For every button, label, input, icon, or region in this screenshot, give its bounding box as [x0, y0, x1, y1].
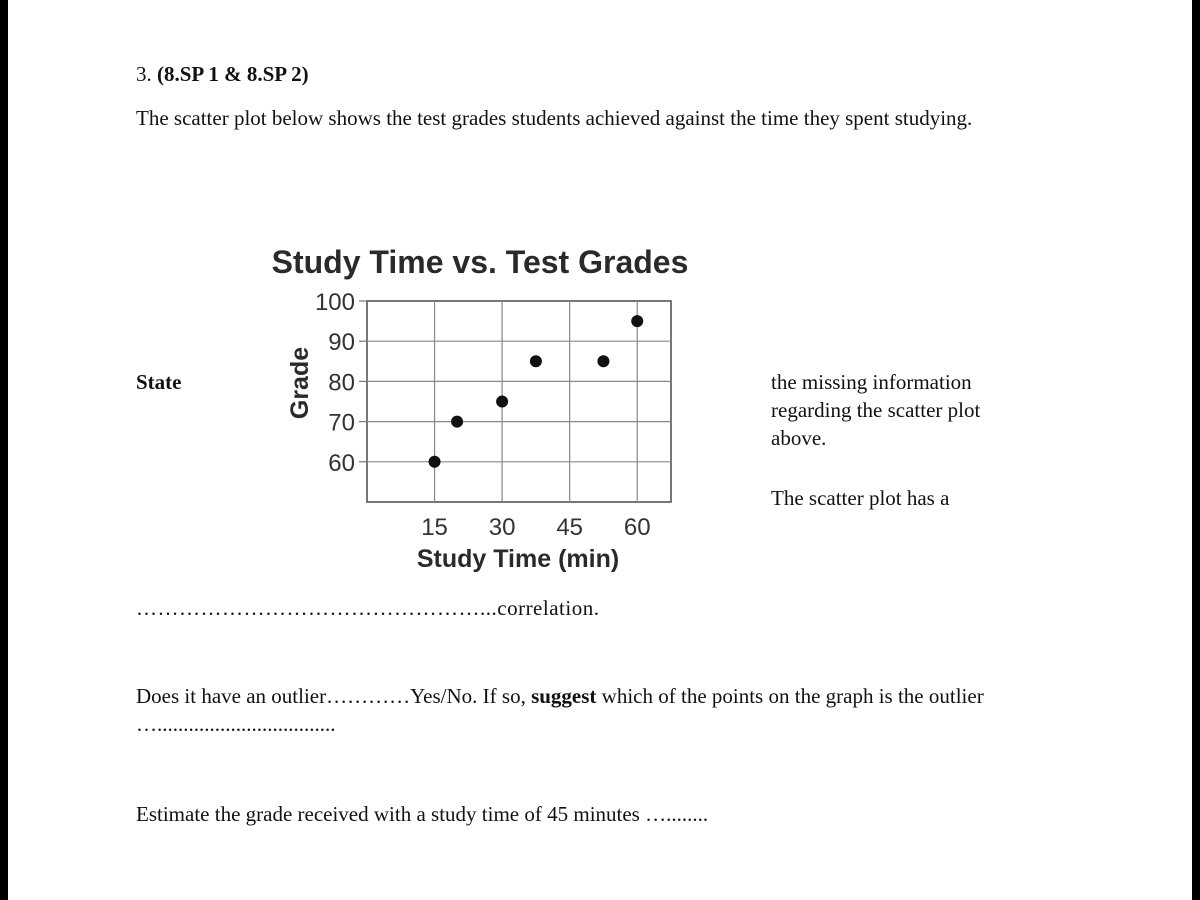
outlier-question-part1: Does it have an outlier…………Yes/No. If so, — [136, 684, 532, 708]
question-number: 3. — [136, 62, 152, 86]
x-tick-label: 15 — [421, 514, 448, 541]
y-axis-label: Grade — [286, 346, 314, 420]
x-axis-label: Study Time (min) — [416, 545, 620, 573]
plot-frame — [367, 301, 671, 502]
x-tick-label: 30 — [488, 514, 516, 541]
chart-grid — [367, 301, 671, 502]
data-point — [530, 355, 542, 367]
y-tick-label: 70 — [328, 409, 355, 437]
prompt-has-a: The scatter plot has a — [771, 486, 950, 510]
x-tick-label: 60 — [623, 514, 651, 541]
outlier-question-part2: which of the points on the graph is the outlier ….................................. — [136, 684, 984, 736]
question-intro: The scatter plot below shows the test grades students achieved against the time they spent studying. — [136, 106, 973, 130]
x-tick-label: 45 — [556, 514, 584, 541]
prompt-side-text: the missing information regarding the scatter plot above. — [771, 370, 981, 450]
y-tick-label: 60 — [328, 449, 355, 477]
y-tick-label: 90 — [328, 329, 355, 357]
data-point — [429, 456, 441, 468]
y-tick-label: 100 — [314, 289, 355, 316]
question-standard: (8.SP 1 & 8.SP 2) — [157, 62, 309, 86]
outlier-question-bold: suggest — [531, 684, 597, 708]
y-tick-label: 80 — [328, 369, 355, 397]
chart-title: Study Time vs. Test Grades — [271, 244, 689, 280]
chart-points — [429, 315, 644, 468]
data-point — [496, 396, 508, 408]
correlation-blank: …………………………………………...correlation. — [136, 596, 600, 620]
data-point — [631, 315, 643, 327]
data-point — [451, 416, 463, 428]
chart-ticks — [315, 289, 651, 541]
data-point — [597, 355, 609, 367]
state-word: State — [136, 370, 182, 394]
estimate-question: Estimate the grade received with a study time of 45 minutes …........ — [136, 802, 709, 826]
